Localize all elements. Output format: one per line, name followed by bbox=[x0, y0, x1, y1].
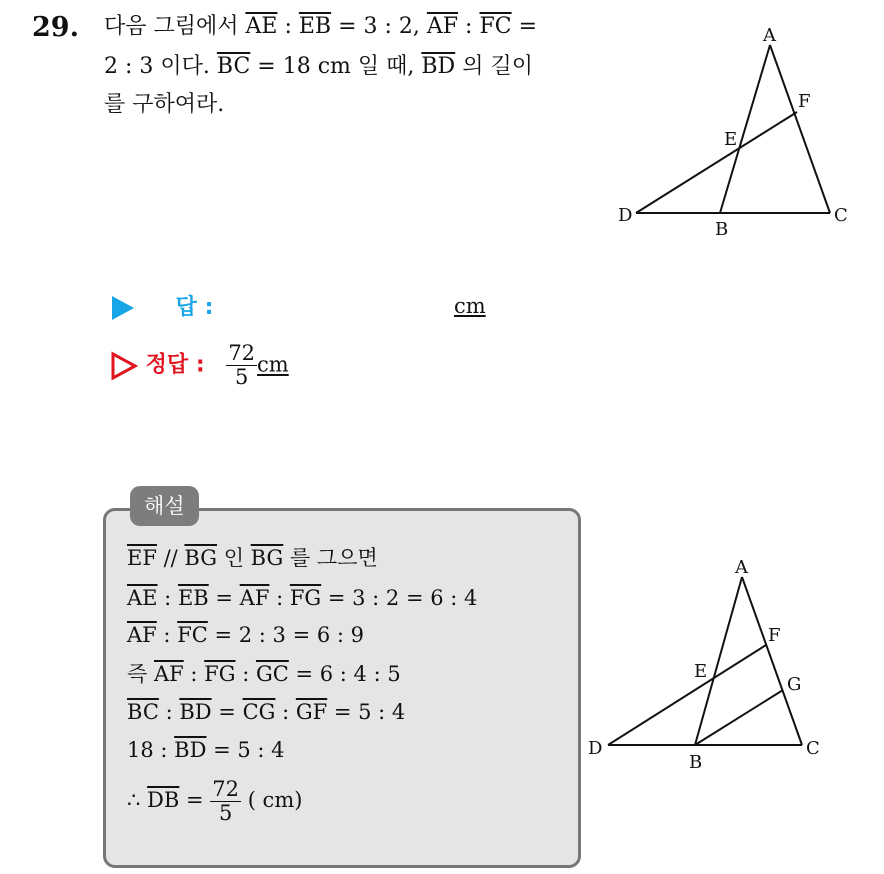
fig1-label-f: F bbox=[798, 91, 811, 112]
solution-line-2: $\overline{AE}$ : $\overline{EB} = \overline{AF}$ : $\overline{FG} = 3$ : 2 = 6 : 4 bbox=[127, 586, 478, 610]
correct-answer-fraction: $\frac{72}{5}$ bbox=[228, 341, 256, 390]
question-number: 29. bbox=[32, 12, 79, 43]
answer-label: 답 : bbox=[175, 295, 214, 320]
correct-answer-row bbox=[110, 342, 289, 389]
correct-answer-unit: cm bbox=[257, 352, 289, 377]
answer-row bbox=[110, 290, 213, 322]
fig2-label-b: B bbox=[689, 752, 703, 773]
fig1-label-e: E bbox=[724, 129, 738, 150]
figure-triangle-1 bbox=[600, 15, 870, 250]
question-line-2: 2 : 3 이다. $\overline{BC} = 18$ cm 일 때, $\overline{BD}$ 의 길이 bbox=[104, 54, 533, 79]
fig2-label-a: A bbox=[735, 557, 748, 578]
figure-triangle-2 bbox=[580, 555, 880, 775]
answer-unit: cm bbox=[454, 294, 486, 318]
fig2-label-g: G bbox=[787, 674, 802, 695]
solution-line-4: 즉 $\overline{AF}$ : $\overline{FG}$ : $\overline{GC} = 6$ : 4 : 5 bbox=[127, 662, 401, 686]
solution-line-3: $\overline{AF}$ : $\overline{FC} = 2$ : 3 = 6 : 9 bbox=[127, 623, 365, 647]
outline-triangle-icon bbox=[110, 351, 138, 381]
fig1-label-a: A bbox=[763, 25, 776, 46]
solution-line-5: $\overline{BC}$ : $\overline{BD} = \overline{CG}$ : $\overline{GF} = 5$ : 4 bbox=[127, 700, 406, 724]
fig1-label-c: C bbox=[834, 205, 848, 226]
fig1-label-d: D bbox=[618, 205, 633, 226]
solution-fraction: $\frac{72}{5}$ bbox=[212, 777, 240, 826]
fig2-label-e: E bbox=[694, 661, 708, 682]
correct-answer-label: 정답 : bbox=[145, 352, 205, 378]
solution-line-7: ∴ $\overline{DB}$ = $\frac{72}{5}$ ( cm) bbox=[127, 777, 303, 826]
question-line-3: 를 구하여라. bbox=[104, 92, 225, 117]
solution-line-1: $\overline{EF} // \overline{BG}$ 인 $\overline{BG}$ 를 그으면 bbox=[127, 546, 378, 570]
solution-tag: 해설 bbox=[130, 486, 199, 526]
question-line-1: 다음 그림에서 $\overline{AE}$ : $\overline{EB} = 3$ : 2, $\overline{AF}$ : $\overline{FC}$ = bbox=[104, 14, 538, 39]
solution-line-6: 18 : $\overline{BD} = 5$ : 4 bbox=[127, 738, 285, 762]
fig2-label-d: D bbox=[588, 738, 603, 759]
fig2-label-c: C bbox=[806, 738, 820, 759]
filled-triangle-icon bbox=[110, 294, 136, 322]
fig1-label-b: B bbox=[715, 219, 729, 240]
fig2-label-f: F bbox=[768, 625, 781, 646]
